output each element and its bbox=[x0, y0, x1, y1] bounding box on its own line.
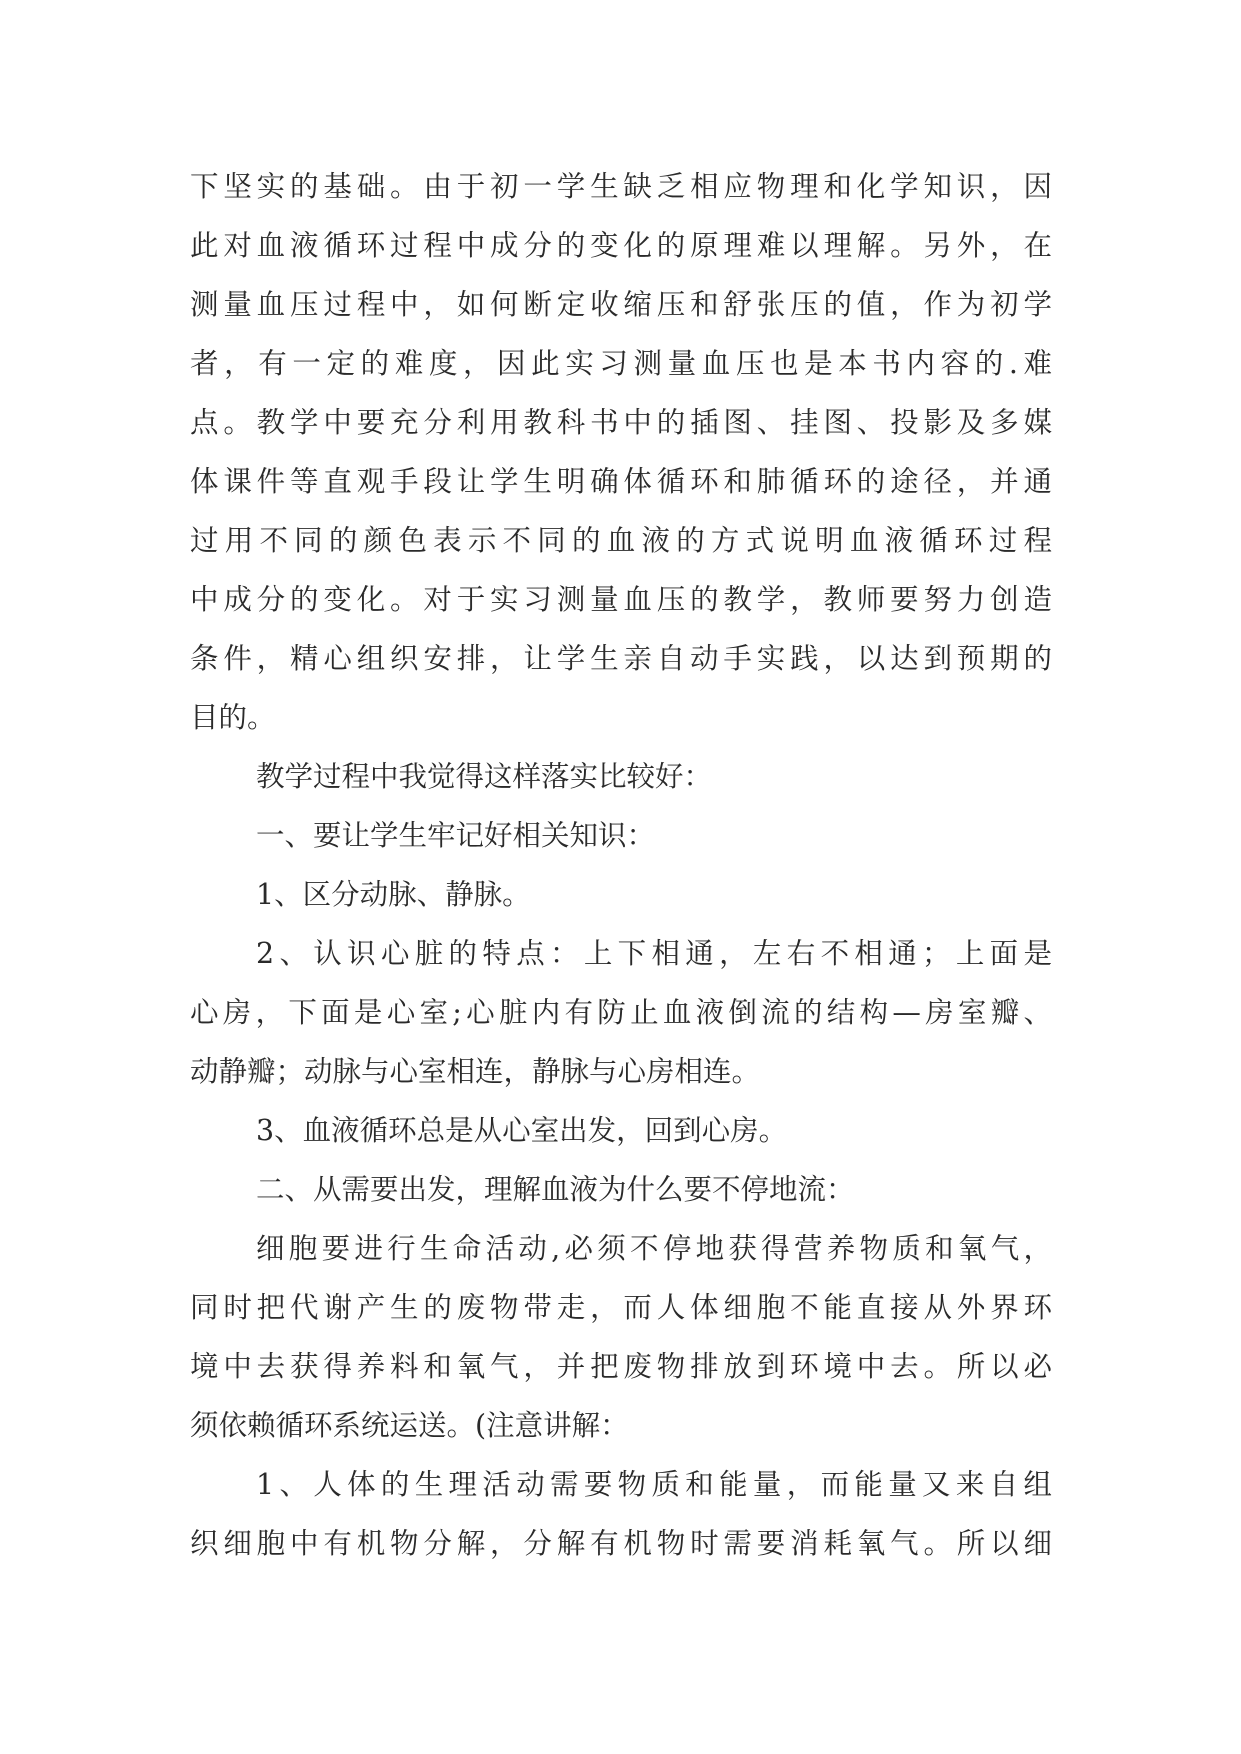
line-text: 动静瓣；动脉与心室相连，静脉与心房相连。 bbox=[190, 1055, 761, 1088]
text-line bbox=[190, 688, 1052, 747]
line-text: 教学过程中我觉得这样落实比较好： bbox=[256, 760, 713, 793]
text-line bbox=[190, 865, 1052, 924]
line-text: 点。教学中要充分利用教科书中的插图、挂图、投影及多媒 bbox=[190, 406, 1052, 439]
line-text: 下坚实的基础。由于初一学生缺乏相应物理和化学知识，因 bbox=[190, 170, 1052, 203]
line-text: 条件，精心组织安排，让学生亲自动手实践，以达到预期的 bbox=[190, 642, 1052, 675]
text-line bbox=[190, 1278, 1052, 1337]
text-line bbox=[190, 983, 1052, 1042]
document-body bbox=[190, 157, 1052, 1573]
line-text: 此对血液循环过程中成分的变化的原理难以理解。另外，在 bbox=[190, 229, 1052, 262]
line-text: 一、要让学生牢记好相关知识： bbox=[256, 819, 656, 852]
text-line bbox=[190, 924, 1052, 983]
line-text: 者，有一定的难度，因此实习测量血压也是本书内容的.难 bbox=[190, 347, 1052, 380]
text-line bbox=[190, 1455, 1052, 1514]
line-text: 须依赖循环系统运送。(注意讲解： bbox=[190, 1409, 629, 1442]
text-line bbox=[190, 1396, 1052, 1455]
text-line bbox=[190, 1219, 1052, 1278]
line-text: 织细胞中有机物分解，分解有机物时需要消耗氧气。所以细 bbox=[190, 1527, 1052, 1560]
line-text: 1、人体的生理活动需要物质和能量，而能量又来自组 bbox=[256, 1468, 1052, 1501]
text-line bbox=[190, 806, 1052, 865]
text-line bbox=[190, 1514, 1052, 1573]
text-line bbox=[190, 747, 1052, 806]
text-line bbox=[190, 629, 1052, 688]
text-line bbox=[190, 334, 1052, 393]
line-text: 1、区分动脉、静脉。 bbox=[256, 878, 531, 911]
text-line bbox=[190, 1337, 1052, 1396]
text-line bbox=[190, 570, 1052, 629]
line-text: 心房，下面是心室;心脏内有防止血液倒流的结构—房室瓣、 bbox=[190, 996, 1052, 1029]
line-text: 测量血压过程中，如何断定收缩压和舒张压的值，作为初学 bbox=[190, 288, 1052, 321]
line-text: 体课件等直观手段让学生明确体循环和肺循环的途径，并通 bbox=[190, 465, 1052, 498]
line-text: 2、认识心脏的特点：上下相通，左右不相通；上面是 bbox=[256, 937, 1052, 970]
line-text: 境中去获得养料和氧气，并把废物排放到环境中去。所以必 bbox=[190, 1350, 1052, 1383]
text-line bbox=[190, 216, 1052, 275]
text-line bbox=[190, 1160, 1052, 1219]
line-text: 同时把代谢产生的废物带走，而人体细胞不能直接从外界环 bbox=[190, 1291, 1052, 1324]
line-text: 中成分的变化。对于实习测量血压的教学，教师要努力创造 bbox=[190, 583, 1052, 616]
line-text: 目的。 bbox=[190, 701, 276, 734]
text-line bbox=[190, 511, 1052, 570]
text-line bbox=[190, 393, 1052, 452]
line-text: 二、从需要出发，理解血液为什么要不停地流： bbox=[256, 1173, 855, 1206]
line-text: 3、血液循环总是从心室出发，回到心房。 bbox=[256, 1114, 788, 1147]
text-line bbox=[190, 275, 1052, 334]
text-line bbox=[190, 452, 1052, 511]
line-text: 过用不同的颜色表示不同的血液的方式说明血液循环过程 bbox=[190, 524, 1052, 557]
text-line bbox=[190, 1101, 1052, 1160]
line-text: 细胞要进行生命活动,必须不停地获得营养物质和氧气， bbox=[256, 1232, 1052, 1265]
text-line bbox=[190, 157, 1052, 216]
text-line bbox=[190, 1042, 1052, 1101]
